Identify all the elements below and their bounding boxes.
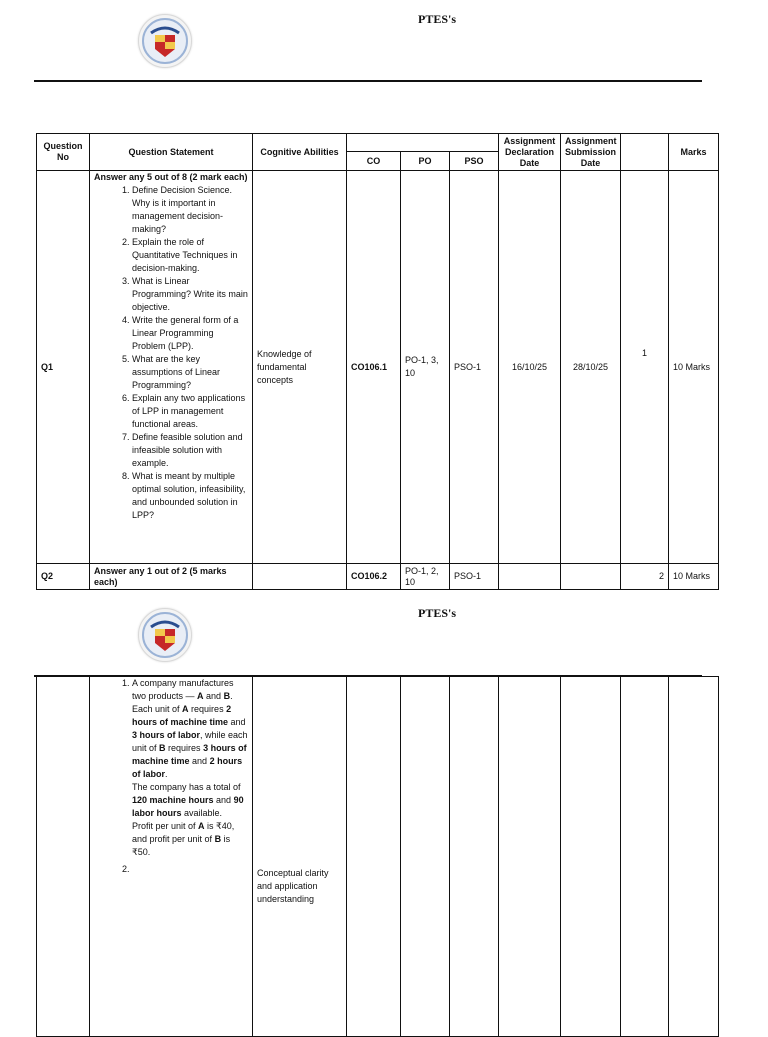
marks-value: 10 Marks (669, 564, 719, 590)
question-no: Q2 (37, 564, 90, 590)
co-empty (347, 677, 401, 1037)
number-empty (621, 677, 669, 1037)
list-item: 2. Explain the role of Quantitative Techniques in decision-making. (132, 236, 248, 275)
list-item: 6. Explain any two applications of LPP in management functional areas. (132, 392, 248, 431)
institution-logo (138, 608, 192, 662)
text-run: A company manufactures two products — (132, 678, 234, 701)
header-marks: Marks (669, 134, 719, 171)
text-run: and (228, 717, 246, 727)
text-run: is ₹50. (132, 834, 231, 857)
question-list (94, 677, 248, 876)
list-item: 8. What is meant by multiple optimal solution, infeasibility, and unbounded solution in LPP? (132, 470, 248, 522)
bold-run: B (223, 691, 231, 701)
header-po: PO (401, 152, 450, 171)
question-instruction: Answer any 5 out of 8 (2 mark each) (94, 172, 248, 182)
submission-date-empty (561, 564, 621, 590)
po-value: PO-1, 2, 10 (401, 564, 450, 590)
bold-run: A (198, 821, 205, 831)
header-question-statement: Question Statement (90, 134, 253, 171)
bold-run: 3 hours of labor (132, 730, 201, 740)
marks-empty (669, 677, 719, 1037)
submission-date-empty (561, 677, 621, 1037)
question-instruction: Answer any 1 out of 2 (5 marks each) (90, 564, 253, 590)
bold-run: 2 hours of machine time (132, 704, 232, 727)
list-item: 4. Write the general form of a Linear Programming Problem (LPP). (132, 314, 248, 353)
header-rule (34, 80, 702, 82)
co-value: CO106.1 (347, 171, 401, 564)
text-run: available. (181, 808, 223, 818)
list-item (132, 863, 248, 876)
assignment-table (36, 133, 719, 590)
pso-value: PSO-1 (450, 564, 499, 590)
bold-run: 120 machine hours (132, 795, 214, 805)
cognitive-text: Conceptual clarity and application understanding (257, 868, 329, 904)
header-row (37, 134, 719, 152)
list-item (132, 677, 248, 859)
question-no-empty (37, 677, 90, 1037)
list-item: 7. Define feasible solution and infeasible solution with example. (132, 431, 248, 470)
list-item: 3. What is Linear Programming? Write its main objective. (132, 275, 248, 314)
bold-run: B (159, 743, 166, 753)
table-row-q1 (37, 171, 719, 564)
organization-name: PTES's (418, 606, 457, 620)
organization-name: PTES's (418, 12, 457, 26)
header-co: CO (347, 152, 401, 171)
page-2 (0, 600, 768, 1024)
bold-run: 2 hours of labor (132, 756, 243, 779)
question-statement (90, 677, 253, 1037)
text-run: requires (188, 704, 227, 714)
text-run: and (203, 691, 224, 701)
text-run: The company has a total of (132, 782, 241, 792)
cognitive-abilities (253, 677, 347, 1037)
text-run: is ₹40, and profit per unit of (132, 821, 235, 844)
bold-run: A (182, 704, 189, 714)
bold-run: B (214, 834, 222, 844)
header-blank (621, 134, 669, 171)
pso-value: PSO-1 (450, 171, 499, 564)
po-value: PO-1, 3, 10 (401, 171, 450, 564)
table-row-q2-continued (37, 677, 719, 1037)
text-run: , while each unit of (132, 730, 248, 753)
question-number: 1 (621, 171, 669, 564)
po-empty (401, 677, 450, 1037)
bold-run: A (197, 691, 204, 701)
marks-value: 10 Marks (669, 171, 719, 564)
question-statement (90, 171, 253, 564)
list-item: 5. What are the key assumptions of Linear Programming? (132, 353, 248, 392)
question-no: Q1 (37, 171, 90, 564)
header-blank-group (347, 134, 499, 152)
bold-run: 90 labor hours (132, 795, 244, 818)
header-question-no: Question No (37, 134, 90, 171)
institution-logo (138, 14, 192, 68)
declaration-date-empty (499, 564, 561, 590)
question-number: 2 (621, 564, 669, 590)
header-submission-date: Assignment Submission Date (561, 134, 621, 171)
pso-empty (450, 677, 499, 1037)
declaration-date: 16/10/25 (499, 171, 561, 564)
crest-icon (139, 609, 191, 661)
header-cognitive-abilities: Cognitive Abilities (253, 134, 347, 171)
bold-run: 3 hours of machine time (132, 743, 247, 766)
header-pso: PSO (450, 152, 499, 171)
question-list (94, 184, 248, 522)
text-run: requires (165, 743, 204, 753)
table-row-q2 (37, 564, 719, 590)
submission-date: 28/10/25 (561, 171, 621, 564)
co-value: CO106.2 (347, 564, 401, 590)
header-declaration-date: Assignment Declaration Date (499, 134, 561, 171)
text-run: . Each unit of (132, 691, 233, 714)
list-item: 1. Define Decision Science. Why is it important in management decision-making? (132, 184, 248, 236)
text-run: Profit per unit of (132, 821, 199, 831)
text-run: and (213, 795, 234, 805)
crest-icon (139, 15, 191, 67)
cognitive-abilities: Knowledge of fundamental concepts (253, 171, 347, 564)
text-run: and (189, 756, 210, 766)
assignment-table-continued (36, 676, 719, 1037)
text-run: . (165, 769, 168, 779)
declaration-date-empty (499, 677, 561, 1037)
cognitive-abilities-empty (253, 564, 347, 590)
